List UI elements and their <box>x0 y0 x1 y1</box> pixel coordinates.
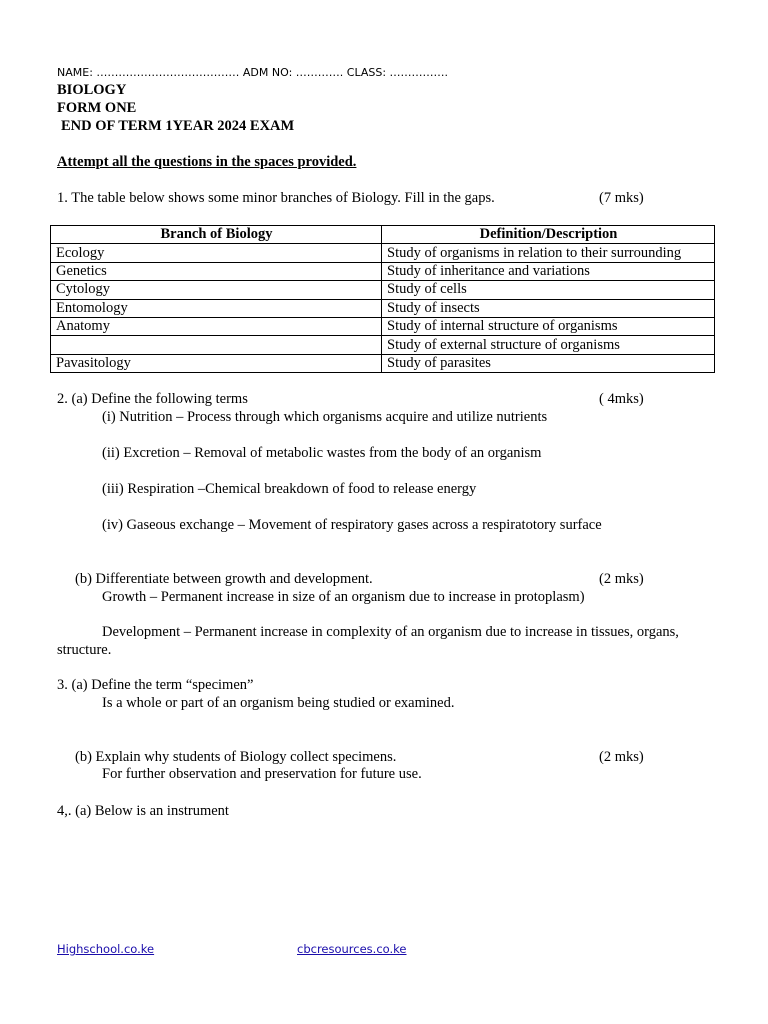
definition-cell: Study of inheritance and variations <box>382 262 715 280</box>
q2a-text: 2. (a) Define the following terms <box>57 391 248 407</box>
table-row <box>51 354 715 372</box>
table-header: Branch of Biology <box>51 226 382 244</box>
branch-cell: Cytology <box>51 281 382 299</box>
q1-marks: (7 mks) <box>599 190 644 206</box>
branch-cell: Genetics <box>51 262 382 280</box>
table-row <box>51 281 715 299</box>
table-row <box>51 244 715 262</box>
definition-cell: Study of cells <box>382 281 715 299</box>
table-header: Definition/Description <box>382 226 715 244</box>
q3b-marks: (2 mks) <box>599 749 644 765</box>
term-nutrition: (i) Nutrition – Process through which organisms acquire and utilize nutrients <box>102 409 548 425</box>
q2b-text: (b) Differentiate between growth and development. <box>75 571 373 587</box>
term-excretion: (ii) Excretion – Removal of metabolic wastes from the body of an organism <box>102 445 542 461</box>
subject-title: BIOLOGY <box>57 82 127 98</box>
definition-cell: Study of insects <box>382 299 715 317</box>
instruction: Attempt all the questions in the spaces provided. <box>57 154 357 170</box>
name-adm-class-line: NAME: ………………………………… ADM NO: …………. CLASS: ……………. <box>57 66 449 79</box>
definition-cell: Study of parasites <box>382 354 715 372</box>
branch-cell: Anatomy <box>51 317 382 335</box>
definition-cell: Study of organisms in relation to their surrounding <box>382 244 715 262</box>
exam-title: END OF TERM 1YEAR 2024 EXAM <box>61 118 295 134</box>
form-title: FORM ONE <box>57 100 137 116</box>
branches-table <box>50 225 715 373</box>
q2b-marks: (2 mks) <box>599 571 644 587</box>
q2a-marks: ( 4mks) <box>599 391 644 407</box>
table-header-row <box>51 226 715 244</box>
development-answer-line2: structure. <box>57 642 112 658</box>
q3a-text: 3. (a) Define the term “specimen” <box>57 677 254 693</box>
footer-link-cbcresources[interactable]: cbcresources.co.ke <box>297 942 407 956</box>
term-respiration: (iii) Respiration –Chemical breakdown of food to release energy <box>102 481 477 497</box>
growth-answer: Growth – Permanent increase in size of an organism due to increase in protoplasm) <box>102 589 585 605</box>
development-answer-line1: Development – Permanent increase in complexity of an organism due to increase in tissues, organs, <box>102 624 679 640</box>
term-gaseous-exchange: (iv) Gaseous exchange – Movement of respiratory gases across a respiratotory surface <box>102 517 602 533</box>
branch-cell-blank <box>51 336 382 354</box>
branch-cell: Pavasitology <box>51 354 382 372</box>
q4a-text: 4,. (a) Below is an instrument <box>57 803 229 819</box>
table-row <box>51 336 715 354</box>
q3a-answer: Is a whole or part of an organism being studied or examined. <box>102 695 455 711</box>
table-row <box>51 317 715 335</box>
definition-cell: Study of internal structure of organisms <box>382 317 715 335</box>
q1-text: 1. The table below shows some minor branches of Biology. Fill in the gaps. <box>57 190 495 206</box>
definition-cell: Study of external structure of organisms <box>382 336 715 354</box>
footer-link-highschool[interactable]: Highschool.co.ke <box>57 942 155 956</box>
branch-cell: Ecology <box>51 244 382 262</box>
table-row <box>51 262 715 280</box>
q3b-text: (b) Explain why students of Biology collect specimens. <box>75 749 397 765</box>
table-row <box>51 299 715 317</box>
branch-cell: Entomology <box>51 299 382 317</box>
q3b-answer: For further observation and preservation for future use. <box>102 766 422 782</box>
